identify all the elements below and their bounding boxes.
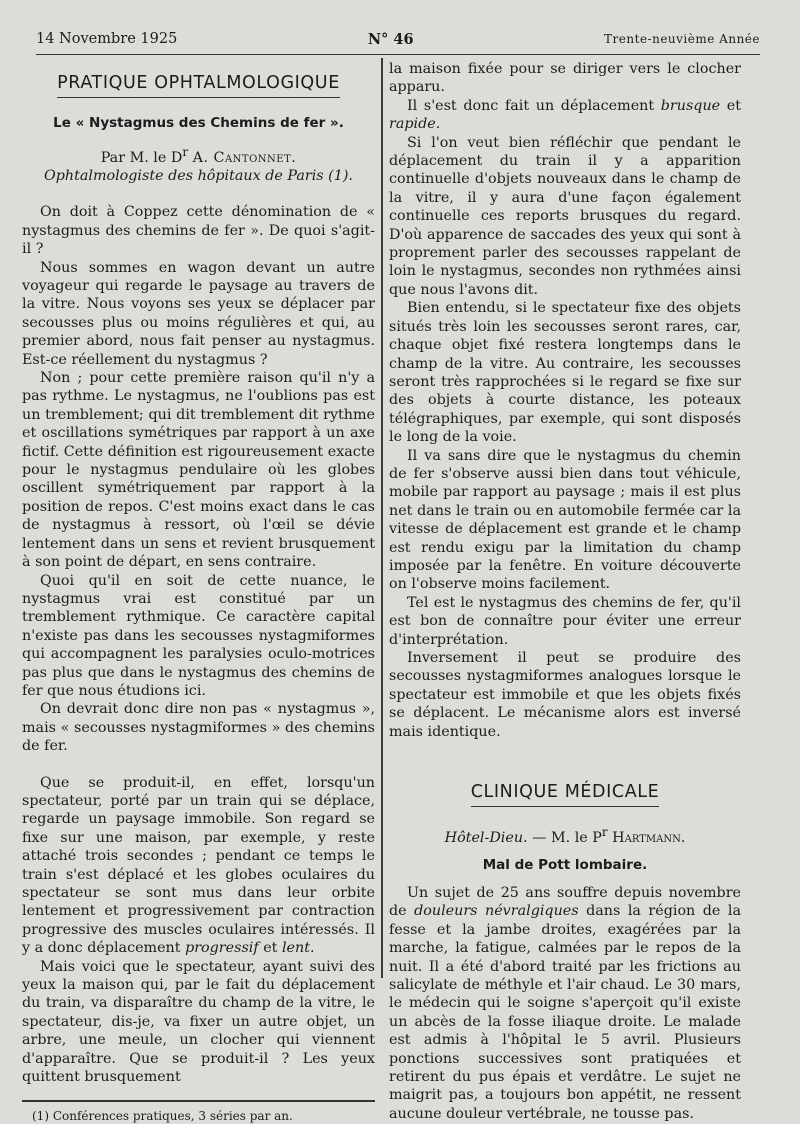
left-column	[22, 60, 375, 1124]
author-affiliation: Ophtalmologiste des hôpitaux de Paris (1).	[44, 167, 353, 184]
section-title-ophtalmologie: PRATIQUE OPHTALMOLOGIQUE	[22, 74, 375, 92]
paragraph: Tel est le nystagmus des chemins de fer, qu'il est bon de connaître pour éviter une erreur d'interprétation.	[389, 594, 741, 648]
hospital-line: Hôtel-Dieu. — M. le $P^r$ Hartmann.	[444, 825, 686, 847]
article-title: Le « Nystagmus des Chemins de fer ».	[53, 115, 344, 132]
section-title-clinique: CLINIQUE MÉDICALE	[389, 783, 741, 801]
paragraph: Que se produit-il, en effet, lorsqu'un spectateur, porté par un train qui se déplace, regarde un paysage immobile. Son regard se fixe sur une maison, par exemple, y reste attaché trois secondes ; pendant ce temps le train s'est déplacé et les globes oculaires du spectateur se sont mus dans leur orbite lentement et progressivement par contraction progressive des muscles oculaires intéressés. Il y a donc déplacement progressif et lent.	[22, 774, 375, 957]
paragraph-gap	[22, 756, 375, 774]
issue-number: N° 46	[367, 30, 414, 48]
paragraph: Non ; pour cette première raison qu'il n'y a pas rythme. Le nystagmus, ne l'oublions pas est un tremblement; qui dit tremblement dit rythme et oscillations symétriques par rapport à un axe fictif. Cette définition est rigoureusement exacte pour le nystagmus pendulaire où les globes oscillent symétriquement par rapport à la position de repos. C'est moins exact dans le cas de nystagmus à ressort, où l'œil se dévie lentement dans un sens et revient brusquement à son point de départ, en sens contraire.	[22, 370, 375, 571]
footnote: (1) Conférences pratiques, 3 séries par an.	[32, 1108, 293, 1123]
paragraph: Mais voici que le spectateur, ayant suivi des yeux la maison qui, par le fait du déplacement du train, va disparaître du champ de la vitre, le spectateur, dis-je, va fixer un autre objet, un arbre, une meule, un clocher qui viennent d'apparaître. Que se produit-il ? Les yeux quittent brusquement	[22, 958, 375, 1086]
paragraph: Quoi qu'il en soit de cette nuance, le nystagmus vrai est constitué par un tremblement rythmique. Ce caractère capital n'existe pas dans les secousses nystagmiformes qui accompagnent les paralysies oculo-motrices pas plus que dans le nystagmus des chemins de fer que nous étudions ici.	[22, 572, 375, 699]
paragraph: Bien entendu, si le spectateur fixe des objets situés très loin les secousses seront rares, car, chaque objet fixé restera longtemps dans le champ de la vitre. Au contraire, les secousses seront très rapprochées si le regard se fixe sur des objets à courte distance, les poteaux télégraphiques, par exemple, qui sont disposés le long de la voie.	[389, 300, 741, 446]
paragraph: Si l'on veut bien réfléchir que pendant le déplacement du train il y a apparition continuelle d'objets nouveaux dans le champ de la vitre, il y aura d'une façon également continuelle ces reports brusques du regard. D'où apparence de saccades des yeux qui sont à proprement parler des secousses rappelant de loin le nystagmus, secondes non rythmées ainsi que nous l'avons dit.	[389, 134, 741, 298]
author-line: Par M. le $D^r$ A. Cantonnet.	[100, 144, 297, 166]
issue-year: Trente-neuvième Année	[604, 32, 760, 46]
issue-date: 14 Novembre 1925	[36, 31, 178, 47]
paragraph: la maison fixée pour se diriger vers le clocher apparu.	[389, 61, 741, 96]
right-column	[389, 60, 741, 1123]
column-divider	[381, 58, 383, 978]
paragraph: Nous sommes en wagon devant un autre voyageur qui regarde le paysage au travers de la vitre. Nous voyons ses yeux se déplacer par secousses plus ou moins régulières et qui, au premier abord, nous fait penser au nystagmus. Est-ce réellement du nystagmus ?	[22, 259, 375, 368]
paragraph: Il s'est donc fait un déplacement brusque et rapide.	[389, 97, 741, 133]
footnote-rule	[22, 1100, 375, 1101]
paragraph: Il va sans dire que le nystagmus du chemin de fer s'observe aussi bien dans tout véhicule, mobile par rapport au paysage ; mais il est plus net dans le train ou en automobile fermée car la vitesse de déplacement est grande et le champ est rendu exigu par la limitation du champ imposée par la fenêtre. En voiture découverte on l'observe moins facilement.	[389, 447, 741, 593]
page-header	[36, 28, 760, 55]
article-title: Mal de Pott lombaire.	[482, 856, 648, 873]
paragraph: On doit à Coppez cette dénomination de « nystagmus des chemins de fer ». De quoi s'agit-il ?	[22, 204, 375, 258]
section-gap	[389, 741, 741, 769]
paragraph: Inversement il peut se produire des secousses nystagmiformes analogues lorsque le spectateur est immobile et que les objets fixés se déplacent. Le mécanisme alors est inversé mais identique.	[389, 650, 741, 740]
paragraph: On devrait donc dire non pas « nystagmus », mais « secousses nystagmiformes » des chemins de fer.	[22, 701, 375, 755]
paragraph: Un sujet de 25 ans souffre depuis novembre de douleurs névralgiques dans la région de la fesse et la jambe droites, exagérées par la marche, la fatigue, calmées par le repos de la nuit. Il a été d'abord traité par les frictions au salicylate de méthyle et l'air chaud. Le 30 mars, le médecin qui le soigne s'aperçoit qu'il existe un abcès de la fosse iliaque droite. Le malade est admis à l'hôpital le 5 avril. Plusieurs ponctions successives sont pratiquées et retirent du pus épais et verdâtre. Le sujet ne maigrit pas, a toujours bon appétit, ne ressent aucune douleur vertébrale, ne tousse pas.	[389, 885, 741, 1122]
